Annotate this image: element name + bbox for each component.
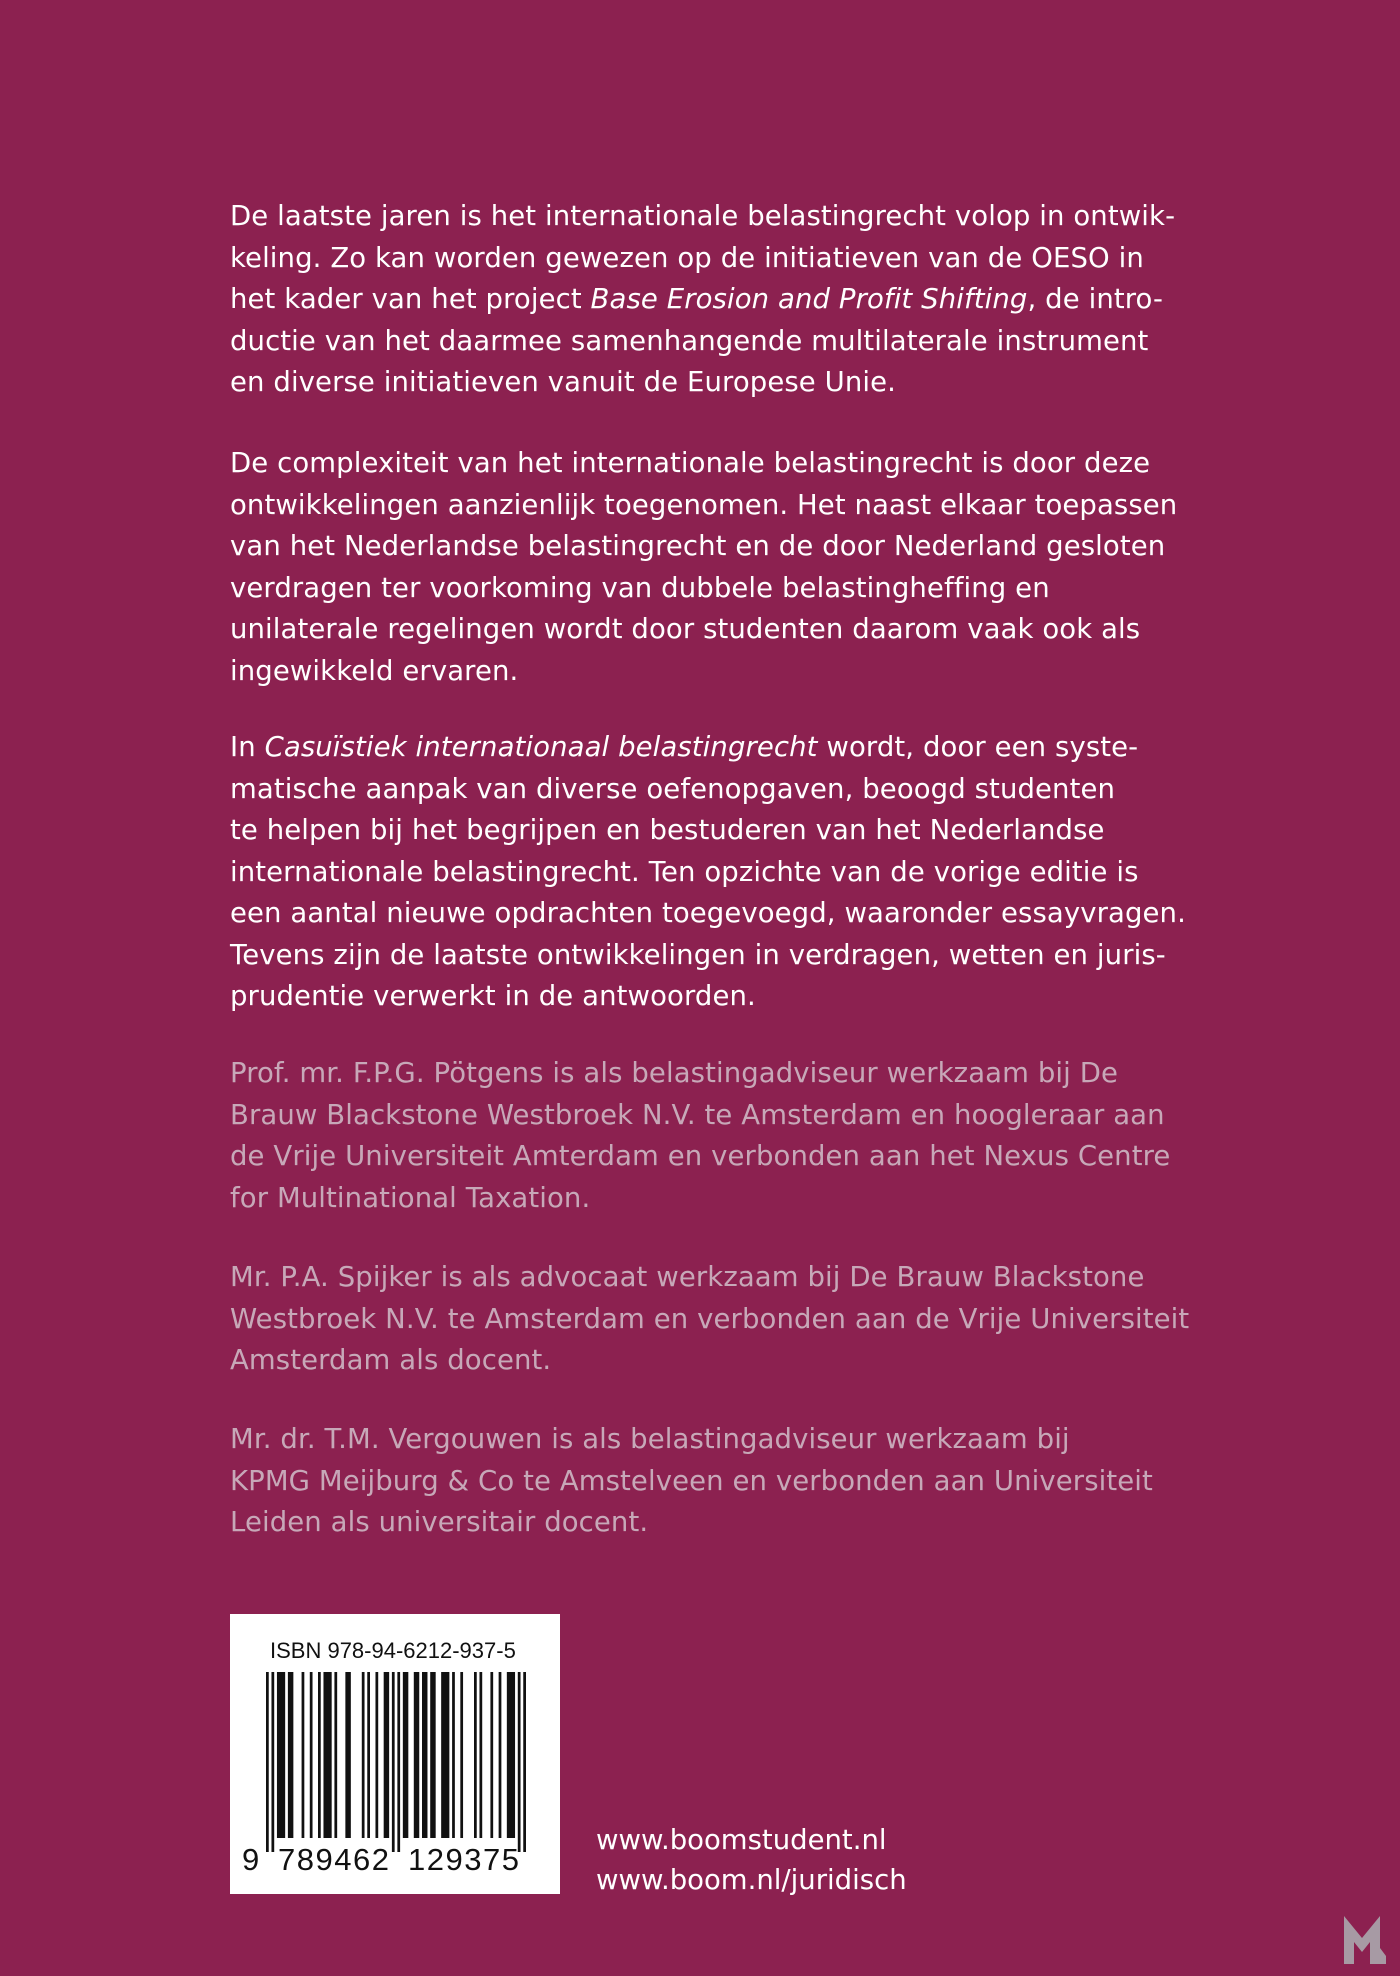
blurb-line: te helpen bij het begrijpen en bestuderen van het Nederlandse [230,814,1105,846]
blurb-line: prudentie verwerkt in de antwoorden. [230,980,756,1012]
bio-line: Mr. dr. T.M. Vergouwen is als belastingadviseur werkzaam bij [230,1423,1070,1455]
blurb-line: van het Nederlandse belastingrecht en de door Nederland gesloten [230,530,1166,562]
book-series-title: Base Erosion and Profit Shifting [590,283,1028,315]
blurb-line: het kader van het project Base Erosion and Profit Shifting, de intro- [230,283,1163,315]
author-bio-vergouwen [230,1419,1170,1544]
barcode-bar [345,1672,350,1838]
blurb-line: verdragen ter voorkoming van dubbele belastingheffing en [230,571,1050,604]
publisher-logo-icon [1340,1912,1390,1968]
blurb-line: internationale belastingrecht. Ten opzichte van de vorige editie is [230,855,1139,888]
barcode-bar [474,1672,477,1838]
barcode-bar [310,1672,313,1838]
barcode-bar [430,1672,435,1838]
barcode-bar [392,1672,395,1852]
publisher-websites [596,1820,907,1900]
barcode-bar [367,1672,370,1838]
bio-line: Prof. mr. F.P.G. Pötgens is als belastingadviseur werkzaam bij De [230,1057,1119,1089]
blurb-line: matische aanpak van diverse oefenopgaven, beoogd studenten [230,772,1116,805]
blurb-line: een aantal nieuwe opdrachten toegevoegd, waaronder essayvragen. [230,897,1186,929]
bio-line: Leiden als universitair docent. [230,1506,649,1538]
barcode-bar [460,1672,463,1838]
barcode-bar [441,1672,449,1838]
bio-line: for Multinational Taxation. [230,1181,591,1214]
blurb-line: De laatste jaren is het internationale belastingrecht volop in ontwik- [230,200,1176,232]
barcode-bar [499,1672,502,1838]
blurb-line: unilaterale regelingen wordt door studenten daarom vaak ook als [230,613,1141,645]
barcode-bar [523,1672,526,1852]
barcode-bar [266,1672,269,1852]
barcode-bar [479,1672,482,1838]
blurb-line: ductie van het daarmee samenhangende multilaterale instrument [230,324,1149,357]
book-title: Casuïstiek internationaal belastingrecht [264,731,818,763]
isbn-barcode [230,1614,560,1894]
barcode-digit-first: 9 [242,1842,261,1877]
barcode-bar [334,1672,337,1838]
website-link-boomstudent[interactable]: www.boomstudent.nl [596,1824,887,1856]
blurb-line: De complexiteit van het internationale belastingrecht is door deze [230,447,1151,479]
blurb-line: ingewikkeld ervaren. [230,654,519,687]
barcode-bar [384,1672,389,1838]
bio-line: Brauw Blackstone Westbroek N.V. te Amsterdam en hoogleraar aan [230,1098,1165,1131]
barcode-bar [507,1672,515,1838]
blurb-paragraph-2 [230,443,1178,692]
barcode-digits-left: 789462 [278,1842,391,1877]
blurb-paragraph-3 [230,727,1186,1018]
bio-line: Mr. P.A. Spijker is als advocaat werkzaam bij De Brauw Blackstone [230,1261,1145,1293]
barcode-bar [518,1672,521,1852]
bio-line: KPMG Meijburg & Co te Amstelveen en verbonden aan Universiteit [230,1464,1153,1497]
website-link-boom-juridisch[interactable]: www.boom.nl/juridisch [596,1864,907,1896]
barcode-bar [375,1672,378,1838]
barcode-bar [323,1672,331,1838]
barcode-bar [318,1672,321,1838]
blurb-line: Tevens zijn de laatste ontwikkelingen in verdragen, wetten en juris- [230,938,1166,971]
barcode-bar [302,1672,305,1838]
barcode-bar [422,1672,427,1838]
barcode-bar [403,1672,408,1838]
blurb-paragraph-1 [230,196,1176,404]
barcode-bar [452,1672,455,1838]
barcode-bars [266,1672,526,1852]
blurb-line: keling. Zo kan worden gewezen op de initiatieven van de OESO in [230,241,1144,274]
bio-line: de Vrije Universiteit Amterdam en verbonden aan het Nexus Centre [230,1140,1171,1172]
bio-line: Westbroek N.V. te Amsterdam en verbonden aan de Vrije Universiteit [230,1302,1190,1335]
author-bio-potgens [230,1053,1170,1219]
author-bio-spijker [230,1257,1190,1382]
blurb-line: In Casuïstiek internationaal belastingrecht wordt, door een syste- [230,731,1139,763]
barcode-bar [397,1672,400,1852]
barcode-bar [362,1672,365,1838]
barcode-digits-right: 129375 [408,1842,521,1877]
bio-line: Amsterdam als docent. [230,1344,552,1376]
isbn-label: ISBN 978-94-6212-937-5 [270,1638,516,1663]
barcode-bar [277,1672,285,1838]
blurb-line: en diverse initiatieven vanuit de Europese Unie. [230,366,896,398]
barcode-bar [414,1672,419,1838]
barcode-bar [288,1672,293,1838]
blurb-line: ontwikkelingen aanzienlijk toegenomen. Het naast elkaar toepassen [230,488,1178,521]
barcode-bar [490,1672,493,1838]
barcode-bar [271,1672,274,1852]
